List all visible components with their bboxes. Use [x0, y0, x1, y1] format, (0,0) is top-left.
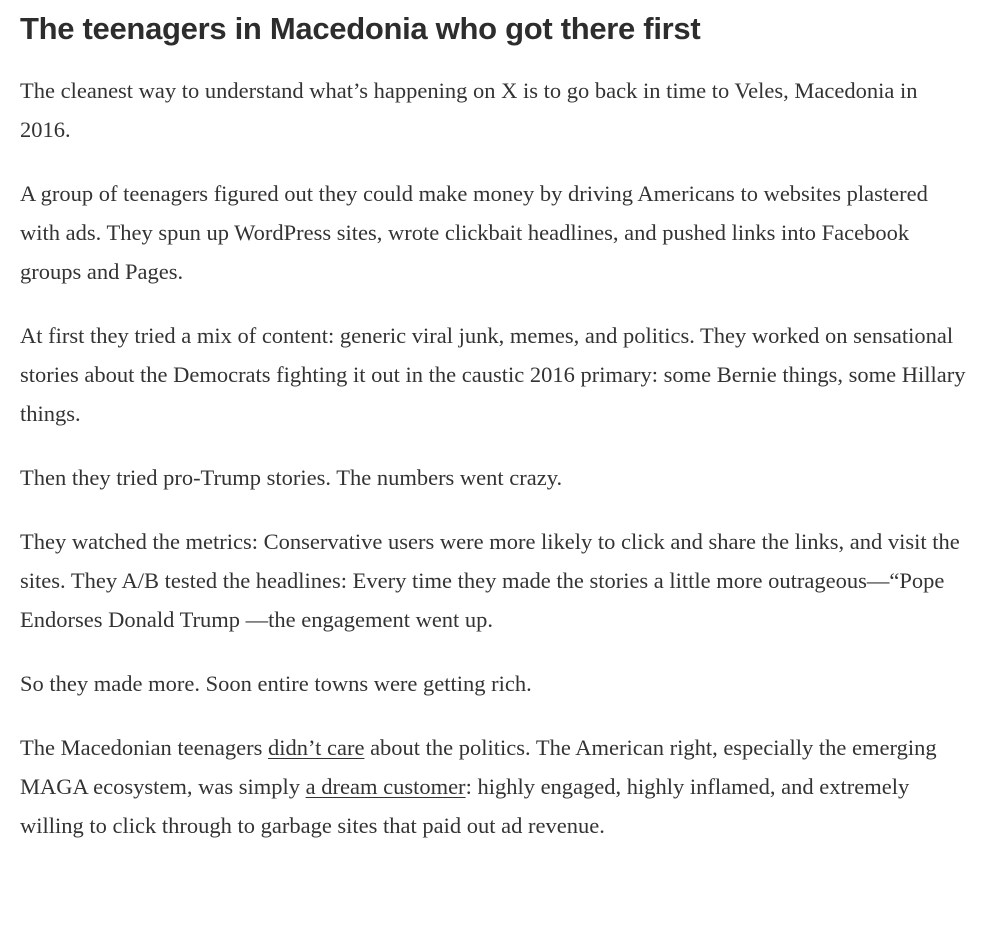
paragraph: The Macedonian teenagers didn’t care about the politics. The American right, especially the emerging MAGA ecosystem, was simply a dream customer: highly engaged, highly inflamed, and extremely willing to click through to garbage sites that paid out ad revenue.: [20, 735, 937, 839]
inline-link[interactable]: didn’t care: [268, 735, 365, 761]
article-heading: The teenagers in Macedonia who got there first: [20, 11, 701, 46]
paragraph: Then they tried pro-Trump stories. The numbers went crazy.: [20, 465, 563, 491]
paragraph: So they made more. Soon entire towns were getting rich.: [20, 671, 532, 697]
inline-link[interactable]: a dream customer: [305, 774, 466, 800]
paragraph: The cleanest way to understand what’s happening on X is to go back in time to Veles, Macedonia in 2016.: [20, 78, 918, 143]
paragraph: They watched the metrics: Conservative users were more likely to click and share the links, and visit the sites. They A/B tested the headlines: Every time they made the stories a little more outrageous—“Pope Endorses Donald Trump —the engagement went up.: [20, 529, 960, 633]
paragraph: At first they tried a mix of content: generic viral junk, memes, and politics. They worked on sensational stories about the Democrats fighting it out in the caustic 2016 primary: some Bernie things, some Hillary things.: [20, 323, 966, 427]
article-body: [20, 71, 978, 845]
paragraph: A group of teenagers figured out they could make money by driving Americans to websites plastered with ads. They spun up WordPress sites, wrote clickbait headlines, and pushed links into Facebook groups and Pages.: [20, 181, 928, 285]
